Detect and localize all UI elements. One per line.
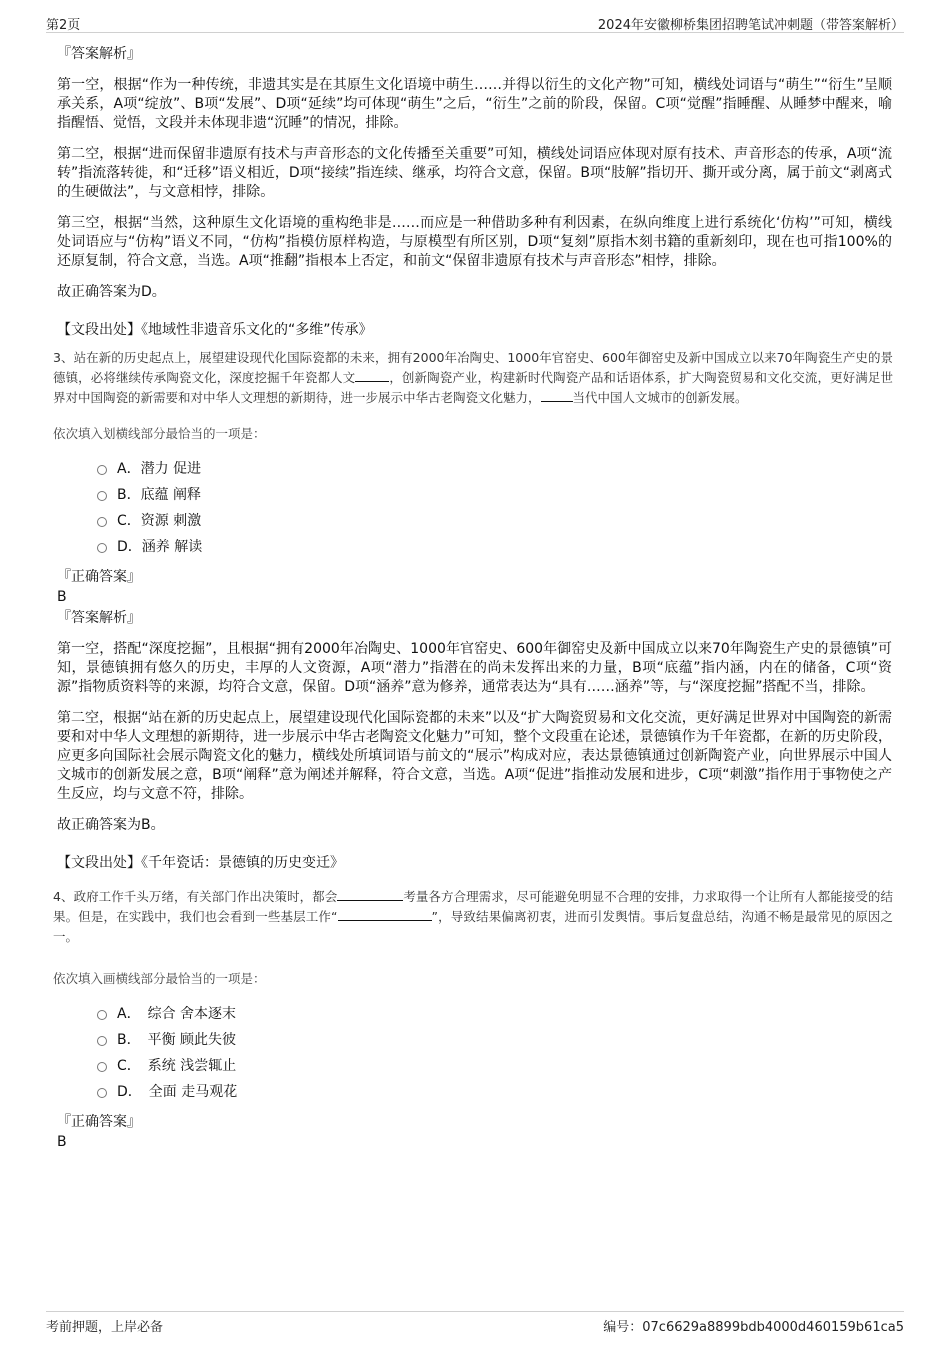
q2-analysis-label: 『答案解析』 <box>57 46 141 62</box>
document-serial: 编号：07c6629a8899bdb4000d460159b61ca5 <box>603 1320 904 1335</box>
q4-prompt: 依次填入画横线部分最恰当的一项是： <box>53 971 266 986</box>
q3-prompt: 依次填入划横线部分最恰当的一项是： <box>53 426 266 441</box>
page-footer <box>46 1311 904 1336</box>
q2-analysis-para-1: 第一空，根据“作为一种传统，非遗其实是在其原生文化语境中萌生……并得以衍生的文化产物”可知，横线处词语与“萌生”“衍生”呈顺承关系，A项“绽放”、B项“发展”、D项“延续”均可体现“萌生”之后，“衍生”之前的阶段，保留。C项“觉醒”指睡醒、从睡梦中醒来，喻指醒悟、觉悟，文段并未体现非遗“沉睡”的情况，排除。 <box>57 77 892 131</box>
q4-option-b[interactable] <box>95 1027 892 1053</box>
q3-stem-part-3: 当代中国人文城市的创新发展。 <box>572 390 748 405</box>
radio-icon[interactable] <box>97 1036 107 1046</box>
option-label: D． 全面 走马观花 <box>117 1084 238 1100</box>
q3-blank-2 <box>541 389 573 402</box>
radio-icon[interactable] <box>97 517 107 527</box>
page-number: 第2页 <box>46 18 81 33</box>
q4-correct-label: 『正确答案』 <box>57 1114 141 1130</box>
q4-blank-2 <box>338 908 432 921</box>
q3-analysis-para-1: 第一空，搭配“深度挖掘”，且根据“拥有2000年冶陶史、1000年官窑史、600年御窑史及新中国成立以来70年陶瓷生产史的景德镇”可知，景德镇拥有悠久的历史，丰厚的人文资源，A项“潜力”指潜在的尚未发挥出来的力量，B项“底蕴”指内涵，内在的储备，C项“资源”指物质资料等的来源，均符合文意，保留。D项“涵养”意为修养，通常表达为“具有……涵养”等，与“深度挖掘”搭配不当，排除。 <box>57 641 892 695</box>
radio-icon[interactable] <box>97 543 107 553</box>
q3-blank-1 <box>355 369 389 382</box>
q3-option-b[interactable] <box>95 482 892 508</box>
option-label: A．潜力 促进 <box>117 461 202 477</box>
radio-icon[interactable] <box>97 465 107 475</box>
option-label: C． 系统 浅尝辄止 <box>117 1058 237 1074</box>
option-label: C．资源 刺激 <box>117 513 202 529</box>
q3-source: 【文段出处】《千年瓷话：景德镇的历史变迁》 <box>57 855 344 871</box>
q3-correct-value: B <box>57 589 67 605</box>
page-header <box>46 12 904 33</box>
radio-icon[interactable] <box>97 1062 107 1072</box>
q3-stem-part-2: ，创新陶瓷产业，构建新时代陶瓷产品和话语体系，扩大陶瓷贸易和文化交流，更好满足世界对中国陶瓷的新需要和对中华人文理想的新期待，进一步展示中华古老陶瓷文化魅力， <box>53 370 893 405</box>
q3-option-a[interactable] <box>95 456 892 482</box>
radio-icon[interactable] <box>97 491 107 501</box>
q2-analysis-para-2: 第二空，根据“进而保留非遗原有技术与声音形态的文化传播至关重要”可知，横线处词语应体现对原有技术、声音形态的传承，A项“流转”指流落转徙，和“迁移”语义相近，D项“接续”指连续、继承，均符合文意，保留。B项“肢解”指切开、撕开或分离，属于前文“剥离式的生硬做法”，与文意相悖，排除。 <box>57 146 892 200</box>
q3-correct-label: 『正确答案』 <box>57 569 141 585</box>
q3-option-d[interactable] <box>95 534 892 560</box>
footer-slogan: 考前押题，上岸必备 <box>46 1320 164 1335</box>
q4-stem-part-1: 4、政府工作千头万绪，有关部门作出决策时，都会 <box>53 889 338 904</box>
q3-analysis-para-2: 第二空，根据“站在新的历史起点上，展望建设现代化国际瓷都的未来”以及“扩大陶瓷贸易和文化交流，更好满足世界对中国陶瓷的新需要和对中华人文理想的新期待，进一步展示中华古老陶瓷文化魅力”可知，整个文段重在论述，景德镇作为千年瓷都，在新的历史阶段，应更多向国际社会展示陶瓷文化的魅力，横线处所填词语与前文的“展示”构成对应，表达景德镇通过创新陶瓷产业，向世界展示中国人文城市的创新发展之意，B项“阐释”意为阐述并解释，符合文意，当选。A项“促进”指推动发展和进步，C项“刺激”指作用于事物使之产生反应，均与文意不符，排除。 <box>57 710 892 802</box>
q3-conclusion: 故正确答案为B。 <box>57 817 165 833</box>
option-label: D．涵养 解读 <box>117 539 203 555</box>
q4-stem-part-3: ”，导致结果偏离初衷，进而引发舆情。事后复盘总结，沟通不畅是最常见的原因之一。 <box>53 909 893 944</box>
document-title: 2024年安徽柳桥集团招聘笔试冲刺题（带答案解析） <box>597 18 904 33</box>
q3-stem <box>53 348 893 408</box>
q2-conclusion: 故正确答案为D。 <box>57 284 166 300</box>
option-label: B． 平衡 顾此失彼 <box>117 1032 237 1048</box>
q4-option-c[interactable] <box>95 1053 892 1079</box>
q4-option-a[interactable] <box>95 1001 892 1027</box>
q3-stem-part-1: 3、站在新的历史起点上，展望建设现代化国际瓷都的未来，拥有2000年冶陶史、1000年官窑史、600年御窑史及新中国成立以来70年陶瓷生产史的景德镇，必将继续传承陶瓷文化，深度挖掘千年瓷都人文 <box>53 350 893 385</box>
q4-stem-part-2: 考量各方合理需求，尽可能避免明显不合理的安排，力求取得一个让所有人都能接受的结果。但是，在实践中，我们也会看到一些基层工作“ <box>53 889 893 924</box>
page-content <box>53 44 893 1153</box>
option-label: B．底蕴 阐释 <box>117 487 202 503</box>
q4-correct-value: B <box>57 1134 67 1150</box>
q3-analysis-label: 『答案解析』 <box>57 610 141 626</box>
q3-option-c[interactable] <box>95 508 892 534</box>
q4-blank-1 <box>337 888 403 901</box>
q4-option-d[interactable] <box>95 1079 892 1105</box>
q2-analysis-para-3: 第三空，根据“当然，这种原生文化语境的重构绝非是……而应是一种借助多种有利因素，在纵向维度上进行系统化‘仿构’”可知，横线处词语应与“仿构”语义不同，“仿构”指模仿原样构造，与原模型有所区别，D项“复刻”原指木刻书籍的重新刻印，现在也可指100%的还原复制，符合文意，当选。A项“推翻”指根本上否定，和前文“保留非遗原有技术与声音形态”相悖，排除。 <box>57 215 892 269</box>
q2-source: 【文段出处】《地域性非遗音乐文化的“多维”传承》 <box>57 322 373 338</box>
q4-options <box>95 1001 892 1105</box>
option-label: A． 综合 舍本逐末 <box>117 1006 237 1022</box>
q4-stem <box>53 887 893 947</box>
radio-icon[interactable] <box>97 1088 107 1098</box>
radio-icon[interactable] <box>97 1010 107 1020</box>
q3-options <box>95 456 892 560</box>
